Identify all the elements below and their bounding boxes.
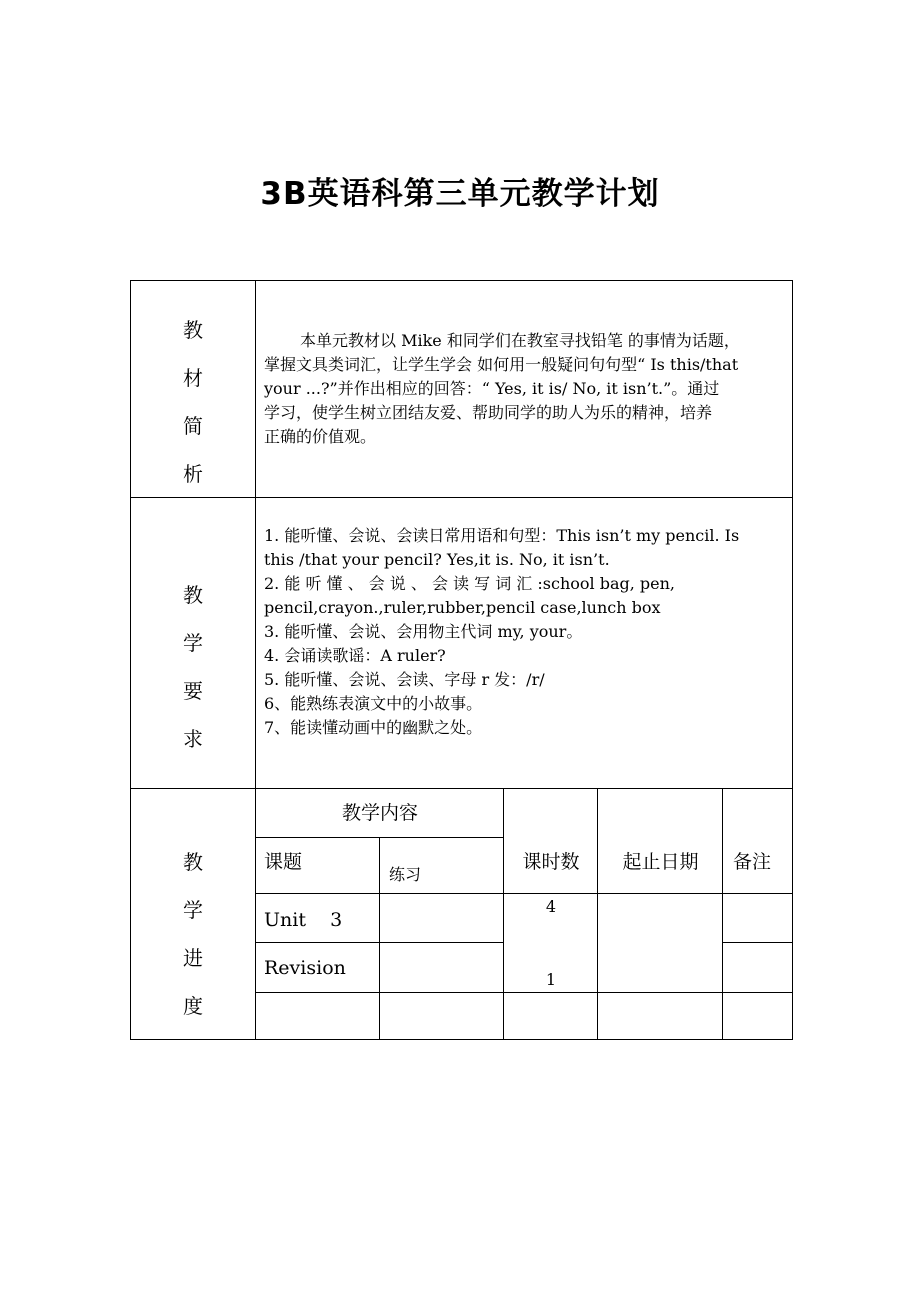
table-border-top xyxy=(130,280,793,281)
table-divider xyxy=(255,280,256,1040)
row-hours: 4 xyxy=(545,897,557,916)
row-topic: Unit 3 xyxy=(264,909,343,931)
table-border-right xyxy=(792,280,793,1040)
list-item: 4. 会诵读歌谣：A ruler? xyxy=(264,646,446,665)
section-label-analysis: 教 材 简 析 xyxy=(183,318,203,486)
section-label-requirements: 教 学 要 求 xyxy=(183,583,203,751)
list-item: 7、能读懂动画中的幽默之处。 xyxy=(264,718,483,737)
header-dates: 起止日期 xyxy=(622,851,699,873)
paragraph-line: 学习，使学生树立团结友爱、帮助同学的助人为乐的精神，培养 xyxy=(264,403,713,422)
header-practice: 练习 xyxy=(389,865,422,884)
list-item: this /that your pencil? Yes,it is. No, it isn’t. xyxy=(264,550,610,569)
header-topic: 课题 xyxy=(264,851,303,873)
list-item: 5. 能听懂、会说、会读、字母 r 发：/r/ xyxy=(264,670,545,689)
paragraph-line: 本单元教材以 Mike 和同学们在教室寻找铅笔 的事情为话题， xyxy=(300,331,740,350)
table-divider xyxy=(379,837,380,1040)
table-divider xyxy=(130,788,793,789)
header-content: 教学内容 xyxy=(341,802,418,824)
header-remarks: 备注 xyxy=(733,851,772,873)
row-topic: Revision xyxy=(264,957,346,979)
row-hours: 1 xyxy=(545,970,557,989)
header-hours: 课时数 xyxy=(522,851,580,873)
table-divider xyxy=(723,942,793,943)
list-item: 1. 能听懂、会说、会读日常用语和句型：This isn’t my pencil. Is xyxy=(264,526,740,545)
list-item: pencil,crayon.,ruler,rubber,pencil case,lunch box xyxy=(264,598,661,617)
paragraph-line: 正确的价值观。 xyxy=(264,427,377,446)
table-divider xyxy=(722,788,723,1040)
page-title: 3B英语科第三单元教学计划 xyxy=(260,176,660,212)
list-item: 6、能熟练表演文中的小故事。 xyxy=(264,694,483,713)
table-divider xyxy=(255,893,793,894)
table-border-bottom xyxy=(130,1039,793,1040)
section-label-schedule: 教 学 进 度 xyxy=(183,850,203,1018)
paragraph-line: your ...?”并作出相应的回答：“ Yes, it is/ No, it isn’t.”。通过 xyxy=(264,379,720,398)
paragraph-line: 掌握文具类词汇，让学生学会 如何用一般疑问句句型“ Is this/that xyxy=(264,355,739,374)
list-item: 2. 能 听 懂 、 会 说 、 会 读 写 词 汇 :school bag, pen, xyxy=(264,574,676,593)
list-item: 3. 能听懂、会说、会用物主代词 my, your。 xyxy=(264,622,583,641)
table-divider xyxy=(255,992,793,993)
